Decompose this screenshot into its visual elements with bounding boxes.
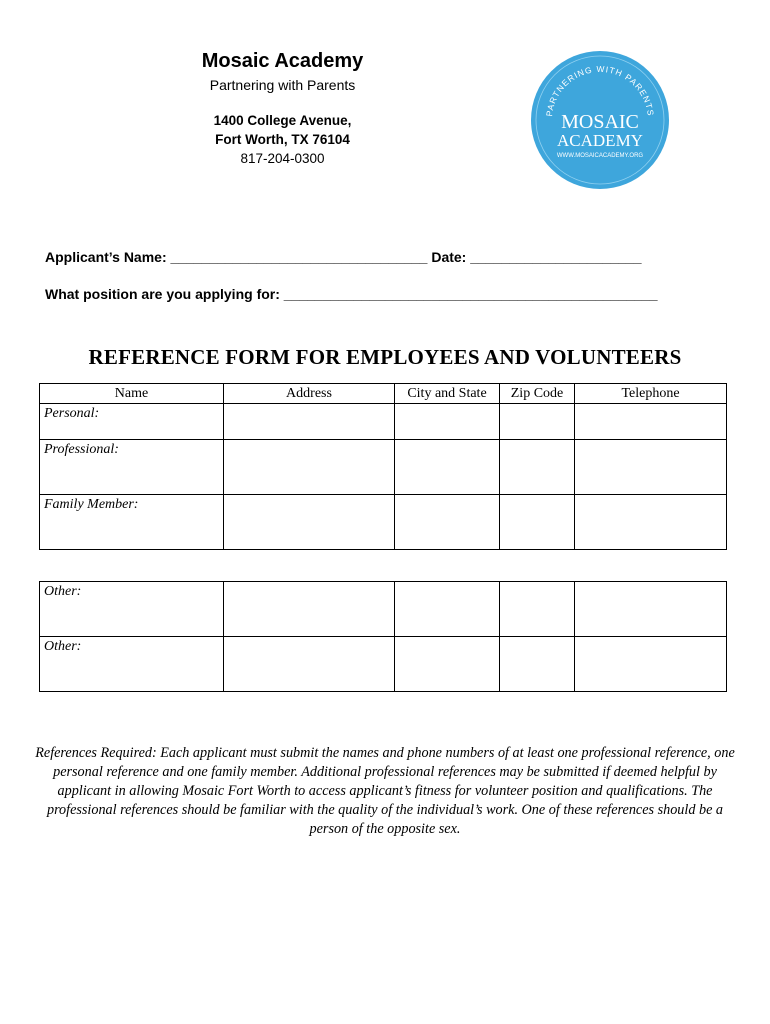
cell-city-state[interactable] <box>395 404 500 440</box>
table-row-other-1 <box>40 582 727 637</box>
cell-zip[interactable] <box>500 582 575 637</box>
cell-telephone[interactable] <box>575 404 727 440</box>
org-name: Mosaic Academy <box>201 50 364 72</box>
cell-telephone[interactable] <box>575 440 727 495</box>
address-street: 1400 College Avenue, <box>213 113 352 128</box>
column-header-telephone: Telephone <box>575 384 727 404</box>
cell-city-state[interactable] <box>395 495 500 550</box>
cell-address[interactable] <box>224 495 395 550</box>
logo-name-line2: ACADEMY <box>557 131 643 150</box>
mosaic-academy-logo <box>530 50 670 190</box>
phone-number: 817-204-0300 <box>240 151 325 166</box>
cell-city-state[interactable] <box>395 637 500 692</box>
table-row-family-member <box>40 495 727 550</box>
row-label-other: Other: <box>40 637 224 692</box>
references-required-note: References Required: Each applicant must submit the names and phone numbers of at least one professional reference, one personal reference and one family member. Additional professional references may be submitted if deemed helpful by applicant in allowing Mosaic Fort Worth to access applicant’s fitness for volunteer position and qualifications. The professional references should be familiar with the quality of the individual’s work. One of these references should be a person of the opposite sex. <box>35 745 735 837</box>
table-row-personal <box>40 404 727 440</box>
address-block <box>130 111 435 168</box>
cell-telephone[interactable] <box>575 582 727 637</box>
logo-arc-text: PARTNERING WITH PARENTS <box>544 63 656 118</box>
cell-address[interactable] <box>224 440 395 495</box>
form-title: REFERENCE FORM FOR EMPLOYEES AND VOLUNTEERS <box>88 345 682 369</box>
cell-zip[interactable] <box>500 404 575 440</box>
tagline: Partnering with Parents <box>209 77 356 93</box>
column-header-zip: Zip Code <box>500 384 575 404</box>
table-row-professional <box>40 440 727 495</box>
row-label-other: Other: <box>40 582 224 637</box>
cell-telephone[interactable] <box>575 637 727 692</box>
table-header-row <box>40 384 727 404</box>
table-row-other-2 <box>40 637 727 692</box>
column-header-name: Name <box>40 384 224 404</box>
row-label-personal: Personal: <box>40 404 224 440</box>
applicant-name-date-field: Applicant’s Name: _________________________________ Date: ______________________ <box>45 249 642 265</box>
reference-table-other <box>39 581 727 692</box>
cell-address[interactable] <box>224 404 395 440</box>
letterhead <box>130 48 435 168</box>
column-header-address: Address <box>224 384 395 404</box>
reference-table-main <box>39 383 727 550</box>
cell-city-state[interactable] <box>395 582 500 637</box>
cell-address[interactable] <box>224 637 395 692</box>
cell-city-state[interactable] <box>395 440 500 495</box>
cell-zip[interactable] <box>500 637 575 692</box>
cell-address[interactable] <box>224 582 395 637</box>
position-field: What position are you applying for: ________________________________________________ <box>45 286 658 302</box>
logo-name-line1: MOSAIC <box>561 111 639 133</box>
logo-url: WWW.MOSAICACADEMY.ORG <box>556 153 644 159</box>
row-label-professional: Professional: <box>40 440 224 495</box>
column-header-city-state: City and State <box>395 384 500 404</box>
row-label-family-member: Family Member: <box>40 495 224 550</box>
cell-zip[interactable] <box>500 495 575 550</box>
cell-zip[interactable] <box>500 440 575 495</box>
address-city: Fort Worth, TX 76104 <box>215 132 350 147</box>
cell-telephone[interactable] <box>575 495 727 550</box>
